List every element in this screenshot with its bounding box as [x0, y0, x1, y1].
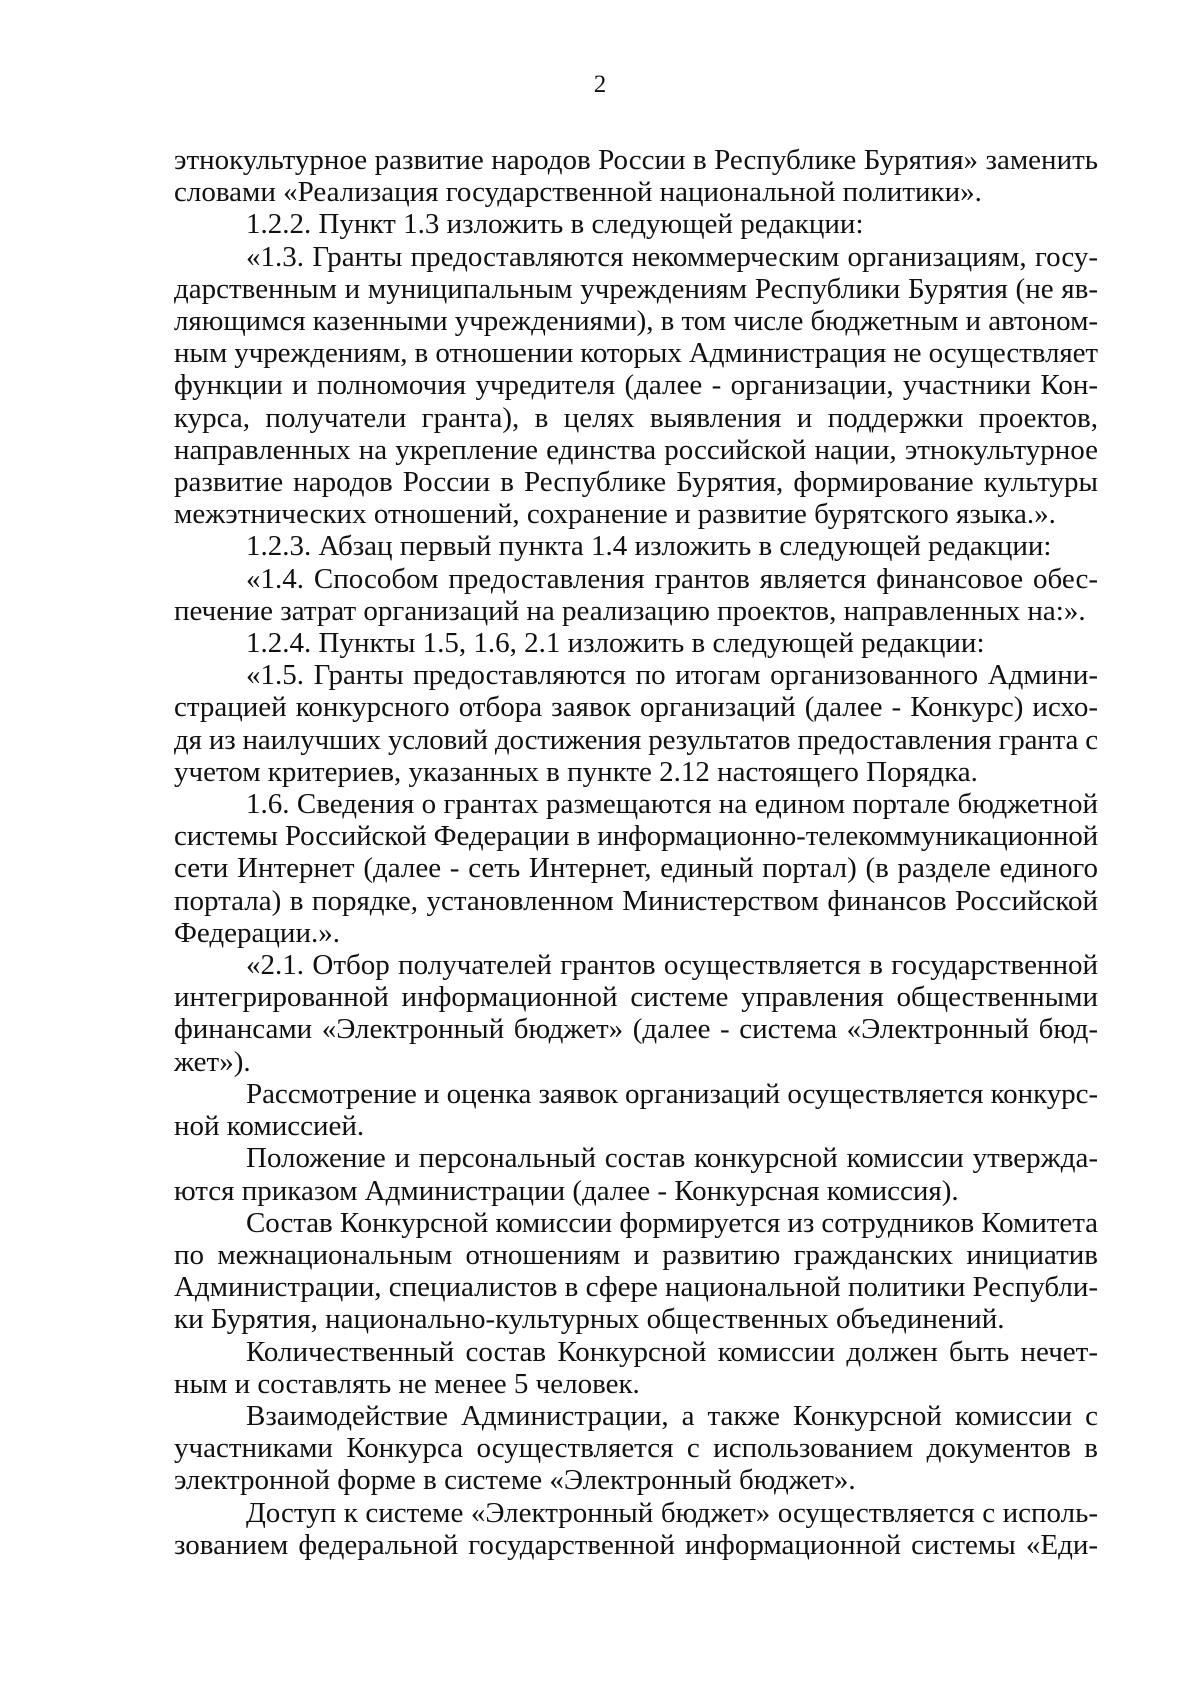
text-line: дарственным и муниципальным учреждениям Республики Бурятия (не яв- [174, 272, 1098, 305]
text-line: ки Бурятия, национально-культурных общественных объединений. [174, 1303, 1005, 1336]
text-line: Взаимодействие Администрации, а также Конкурсной комиссии с [246, 1399, 1098, 1432]
text-line: по межнациональным отношениям и развитию гражданских инициатив [174, 1238, 1098, 1271]
document-body [174, 144, 1098, 1561]
text-line: «1.5. Гранты предоставляются по итогам организованного Админи- [246, 659, 1098, 692]
text-line: этнокультурное развитие народов России в Республике Бурятия» заменить [174, 144, 1098, 176]
text-line: Количественный состав Конкурсной комиссии должен быть нечет- [246, 1335, 1098, 1368]
text-line: участниками Конкурса осуществляется с использованием документов в [174, 1432, 1098, 1465]
text-line: межэтнических отношений, сохранение и развитие бурятского языка.». [174, 498, 1056, 531]
text-line: финансами «Электронный бюджет» (далее - система «Электронный бюд- [174, 1013, 1098, 1046]
text-line: печение затрат организаций на реализацию проектов, направленных на:». [174, 594, 1086, 627]
text-line: системы Российской Федерации в информационно-телекоммуникационной [174, 820, 1098, 853]
text-line: ным учреждениям, в отношении которых Администрация не осуществляет [174, 337, 1098, 370]
text-line: словами «Реализация государственной национальной политики». [174, 176, 982, 209]
text-line: Федерации.». [174, 916, 340, 949]
text-line: ной комиссией. [174, 1110, 365, 1143]
text-line: электронной форме в системе «Электронный бюджет». [174, 1464, 856, 1497]
text-line: курса, получатели гранта), в целях выявления и поддержки проектов, [174, 401, 1098, 434]
text-line: «1.3. Гранты предоставляются некоммерческим организациям, госу- [246, 240, 1098, 273]
text-line: 1.2.4. Пункты 1.5, 1.6, 2.1 изложить в следующей редакции: [246, 627, 985, 660]
text-line: учетом критериев, указанных в пункте 2.12 настоящего Порядка. [174, 755, 978, 788]
text-line: ляющимся казенными учреждениями), в том числе бюджетным и автоном- [174, 305, 1098, 338]
text-line: сети Интернет (далее - сеть Интернет, единый портал) (в разделе единого [174, 852, 1098, 885]
text-line: страцией конкурсного отбора заявок организаций (далее - Конкурс) исхо- [174, 691, 1098, 724]
text-line: Состав Конкурсной комиссии формируется из сотрудников Комитета [246, 1206, 1098, 1239]
text-line: ются приказом Администрации (далее - Конкурсная комиссия). [174, 1174, 959, 1207]
text-line: 1.2.2. Пункт 1.3 изложить в следующей редакции: [246, 208, 864, 241]
text-line: «1.4. Способом предоставления грантов является финансовое обес- [246, 562, 1098, 595]
text-line: «2.1. Отбор получателей грантов осуществляется в государственной [246, 949, 1098, 982]
text-line: Положение и персональный состав конкурсной комиссии утвержда- [246, 1142, 1098, 1175]
text-line: зованием федеральной государственной информационной системы «Еди- [174, 1528, 1098, 1561]
page-number: 2 [593, 71, 607, 98]
text-line: ным и составлять не менее 5 человек. [174, 1367, 640, 1400]
text-line: 1.2.3. Абзац первый пункта 1.4 изложить в следующей редакции: [246, 530, 1052, 563]
text-line: дя из наилучших условий достижения результатов предоставления гранта с [174, 723, 1098, 756]
text-line: Рассмотрение и оценка заявок организаций осуществляется конкурс- [246, 1077, 1098, 1110]
text-line: Администрации, специалистов в сфере национальной политики Республи- [174, 1271, 1098, 1304]
text-line: функции и полномочия учредителя (далее - организации, участники Кон- [174, 369, 1098, 402]
text-line: интегрированной информационной системе управления общественными [174, 981, 1098, 1014]
text-line: 1.6. Сведения о грантах размещаются на едином портале бюджетной [246, 788, 1098, 821]
text-line: развитие народов России в Республике Бурятия, формирование культуры [174, 466, 1098, 499]
text-line: портала) в порядке, установленном Министерством финансов Российской [174, 884, 1098, 917]
text-line: жет»). [174, 1045, 251, 1078]
text-line: Доступ к системе «Электронный бюджет» осуществляется с исполь- [246, 1496, 1098, 1529]
text-line: направленных на укрепление единства российской нации, этнокультурное [174, 433, 1098, 466]
